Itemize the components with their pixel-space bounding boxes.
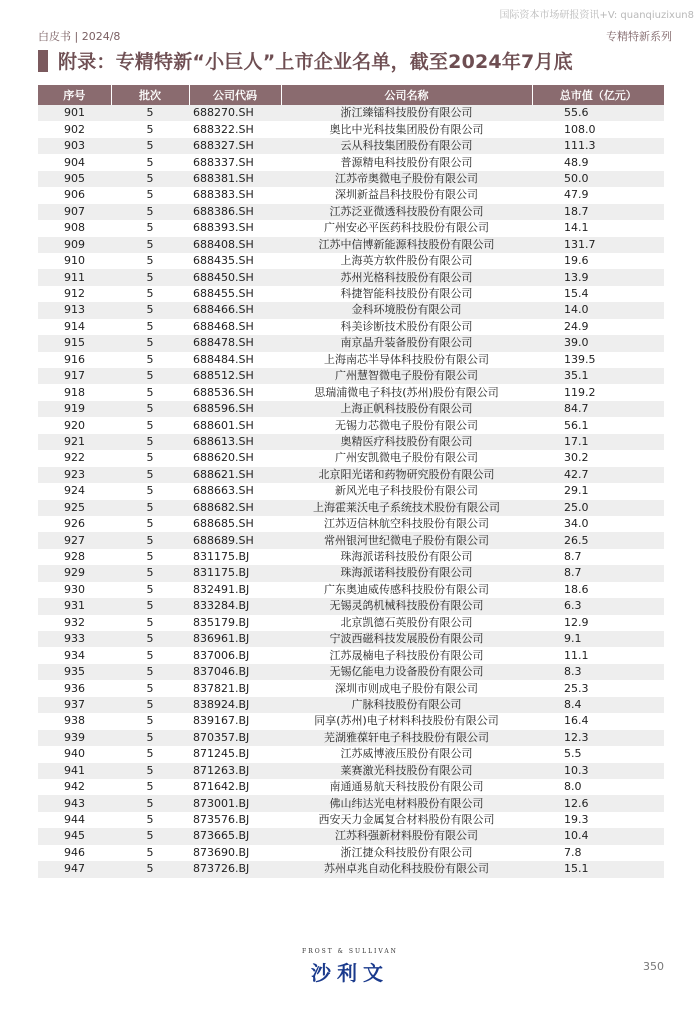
row-company-name: 广州安必平医药科技股份有限公司: [281, 220, 532, 236]
row-market-cap: 7.8: [532, 845, 664, 861]
row-company-name: 江苏威博液压股份有限公司: [281, 746, 532, 762]
row-batch: 5: [111, 434, 189, 450]
table-row: [38, 598, 664, 614]
table-row: [38, 795, 664, 811]
row-index: 918: [38, 384, 111, 400]
table-row: [38, 220, 664, 236]
row-company-name: 云从科技集团股份有限公司: [281, 138, 532, 154]
row-index: 915: [38, 335, 111, 351]
row-market-cap: 8.7: [532, 549, 664, 565]
row-index: 940: [38, 746, 111, 762]
row-batch: 5: [111, 680, 189, 696]
doc-type-date: 白皮书 | 2024/8: [38, 30, 121, 43]
row-batch: 5: [111, 615, 189, 631]
row-batch: 5: [111, 845, 189, 861]
row-index: 910: [38, 253, 111, 269]
row-index: 914: [38, 319, 111, 335]
row-company-code: 688685.SH: [189, 516, 281, 532]
row-company-name: 莱赛激光科技股份有限公司: [281, 763, 532, 779]
table-row: [38, 697, 664, 713]
row-market-cap: 12.9: [532, 615, 664, 631]
row-batch: 5: [111, 532, 189, 548]
row-batch: 5: [111, 237, 189, 253]
row-company-name: 江苏中信博新能源科技股份有限公司: [281, 237, 532, 253]
table-row: [38, 631, 664, 647]
row-company-code: 871263.BJ: [189, 763, 281, 779]
row-company-name: 广东奥迪威传感科技股份有限公司: [281, 582, 532, 598]
row-market-cap: 56.1: [532, 417, 664, 433]
row-company-name: 上海南芯半导体科技股份有限公司: [281, 352, 532, 368]
row-market-cap: 15.1: [532, 861, 664, 877]
row-company-name: 江苏泛亚微透科技股份有限公司: [281, 204, 532, 220]
row-company-name: 南京晶升装备股份有限公司: [281, 335, 532, 351]
table-row: [38, 352, 664, 368]
row-index: 922: [38, 450, 111, 466]
table-row: [38, 467, 664, 483]
row-index: 928: [38, 549, 111, 565]
row-market-cap: 13.9: [532, 269, 664, 285]
row-market-cap: 42.7: [532, 467, 664, 483]
row-market-cap: 8.4: [532, 697, 664, 713]
row-company-code: 688455.SH: [189, 286, 281, 302]
table-row: [38, 713, 664, 729]
table-header-row: [38, 85, 664, 105]
row-company-code: 688450.SH: [189, 269, 281, 285]
row-market-cap: 8.7: [532, 565, 664, 581]
row-index: 923: [38, 467, 111, 483]
table-row: [38, 187, 664, 203]
row-company-code: 688468.SH: [189, 319, 281, 335]
row-batch: 5: [111, 302, 189, 318]
table-row: [38, 483, 664, 499]
table-row: [38, 532, 664, 548]
row-company-name: 无锡灵鸽机械科技股份有限公司: [281, 598, 532, 614]
row-index: 919: [38, 401, 111, 417]
row-market-cap: 50.0: [532, 171, 664, 187]
row-market-cap: 9.1: [532, 631, 664, 647]
row-market-cap: 6.3: [532, 598, 664, 614]
row-company-name: 普源精电科技股份有限公司: [281, 154, 532, 170]
row-index: 917: [38, 368, 111, 384]
row-company-code: 688613.SH: [189, 434, 281, 450]
row-batch: 5: [111, 746, 189, 762]
table-row: [38, 204, 664, 220]
table-row: [38, 253, 664, 269]
row-company-code: 688621.SH: [189, 467, 281, 483]
row-batch: 5: [111, 417, 189, 433]
row-index: 920: [38, 417, 111, 433]
row-index: 907: [38, 204, 111, 220]
row-company-code: 688689.SH: [189, 532, 281, 548]
row-batch: 5: [111, 549, 189, 565]
row-index: 927: [38, 532, 111, 548]
row-market-cap: 108.0: [532, 121, 664, 137]
row-index: 925: [38, 500, 111, 516]
row-company-name: 浙江臻镭科技股份有限公司: [281, 105, 532, 121]
row-index: 936: [38, 680, 111, 696]
row-company-code: 837006.BJ: [189, 647, 281, 663]
series-name: 专精特新系列: [606, 30, 672, 43]
table-row: [38, 138, 664, 154]
row-market-cap: 14.1: [532, 220, 664, 236]
row-batch: 5: [111, 713, 189, 729]
row-company-name: 常州银河世纪微电子股份有限公司: [281, 532, 532, 548]
row-index: 904: [38, 154, 111, 170]
row-index: 939: [38, 730, 111, 746]
row-market-cap: 84.7: [532, 401, 664, 417]
row-market-cap: 15.4: [532, 286, 664, 302]
row-company-code: 688478.SH: [189, 335, 281, 351]
table-row: [38, 680, 664, 696]
row-index: 908: [38, 220, 111, 236]
table-row: [38, 171, 664, 187]
row-index: 903: [38, 138, 111, 154]
row-index: 931: [38, 598, 111, 614]
row-batch: 5: [111, 631, 189, 647]
table-row: [38, 286, 664, 302]
row-market-cap: 10.4: [532, 828, 664, 844]
row-company-name: 上海霍莱沃电子系统技术股份有限公司: [281, 500, 532, 516]
row-market-cap: 14.0: [532, 302, 664, 318]
row-company-code: 870357.BJ: [189, 730, 281, 746]
row-company-name: 宁波西磁科技发展股份有限公司: [281, 631, 532, 647]
table-row: [38, 845, 664, 861]
row-batch: 5: [111, 483, 189, 499]
table-row: [38, 549, 664, 565]
table-row: [38, 647, 664, 663]
row-company-name: 奥比中光科技集团股份有限公司: [281, 121, 532, 137]
table-row: [38, 779, 664, 795]
row-company-code: 688484.SH: [189, 352, 281, 368]
row-market-cap: 131.7: [532, 237, 664, 253]
row-company-name: 北京凯德石英股份有限公司: [281, 615, 532, 631]
row-company-code: 831175.BJ: [189, 565, 281, 581]
row-batch: 5: [111, 352, 189, 368]
table-row: [38, 269, 664, 285]
row-company-name: 苏州卓兆自动化科技股份有限公司: [281, 861, 532, 877]
table-row: [38, 105, 664, 121]
row-index: 905: [38, 171, 111, 187]
row-company-name: 江苏迈信林航空科技股份有限公司: [281, 516, 532, 532]
table-row: [38, 154, 664, 170]
table-row: [38, 335, 664, 351]
row-company-name: 奥精医疗科技股份有限公司: [281, 434, 532, 450]
row-company-name: 南通通易航天科技股份有限公司: [281, 779, 532, 795]
row-batch: 5: [111, 335, 189, 351]
col-header-name: 公司名称: [281, 85, 532, 105]
row-index: 942: [38, 779, 111, 795]
col-header-index: 序号: [38, 85, 111, 105]
row-market-cap: 34.0: [532, 516, 664, 532]
row-company-code: 688596.SH: [189, 401, 281, 417]
row-company-name: 广州安凯微电子股份有限公司: [281, 450, 532, 466]
row-company-name: 新风光电子科技股份有限公司: [281, 483, 532, 499]
row-market-cap: 119.2: [532, 384, 664, 400]
row-company-code: 839167.BJ: [189, 713, 281, 729]
row-company-name: 江苏帝奥微电子股份有限公司: [281, 171, 532, 187]
title-accent-bar: [38, 50, 48, 72]
row-index: 913: [38, 302, 111, 318]
row-market-cap: 17.1: [532, 434, 664, 450]
row-market-cap: 12.6: [532, 795, 664, 811]
row-market-cap: 11.1: [532, 647, 664, 663]
row-company-code: 833284.BJ: [189, 598, 281, 614]
row-index: 906: [38, 187, 111, 203]
row-company-name: 科美诊断技术股份有限公司: [281, 319, 532, 335]
row-batch: 5: [111, 450, 189, 466]
row-company-code: 831175.BJ: [189, 549, 281, 565]
row-batch: 5: [111, 730, 189, 746]
row-batch: 5: [111, 105, 189, 121]
row-index: 909: [38, 237, 111, 253]
row-batch: 5: [111, 697, 189, 713]
row-company-name: 江苏科强新材料股份有限公司: [281, 828, 532, 844]
row-company-name: 深圳新益昌科技股份有限公司: [281, 187, 532, 203]
row-company-name: 珠海派诺科技股份有限公司: [281, 549, 532, 565]
logo-chinese: 沙利文: [311, 961, 389, 985]
row-company-name: 无锡力芯微电子股份有限公司: [281, 417, 532, 433]
row-market-cap: 25.0: [532, 500, 664, 516]
row-company-code: 873001.BJ: [189, 795, 281, 811]
row-batch: 5: [111, 500, 189, 516]
table-row: [38, 812, 664, 828]
row-company-code: 832491.BJ: [189, 582, 281, 598]
table-row: [38, 237, 664, 253]
row-index: 929: [38, 565, 111, 581]
table-row: [38, 500, 664, 516]
row-company-name: 科捷智能科技股份有限公司: [281, 286, 532, 302]
row-batch: 5: [111, 795, 189, 811]
row-index: 938: [38, 713, 111, 729]
table-row: [38, 319, 664, 335]
row-batch: 5: [111, 763, 189, 779]
row-market-cap: 24.9: [532, 319, 664, 335]
row-company-code: 837046.BJ: [189, 664, 281, 680]
row-market-cap: 55.6: [532, 105, 664, 121]
row-market-cap: 139.5: [532, 352, 664, 368]
row-market-cap: 8.3: [532, 664, 664, 680]
row-company-code: 836961.BJ: [189, 631, 281, 647]
row-company-code: 871245.BJ: [189, 746, 281, 762]
row-index: 937: [38, 697, 111, 713]
table-row: [38, 664, 664, 680]
row-batch: 5: [111, 647, 189, 663]
row-company-name: 深圳市则成电子股份有限公司: [281, 680, 532, 696]
company-list-table: [38, 85, 664, 878]
row-company-code: 688536.SH: [189, 384, 281, 400]
row-company-code: 688466.SH: [189, 302, 281, 318]
row-company-code: 837821.BJ: [189, 680, 281, 696]
row-index: 902: [38, 121, 111, 137]
table-row: [38, 861, 664, 877]
row-company-code: 688682.SH: [189, 500, 281, 516]
row-company-code: 873576.BJ: [189, 812, 281, 828]
table-row: [38, 582, 664, 598]
row-company-code: 688327.SH: [189, 138, 281, 154]
table-row: [38, 368, 664, 384]
row-company-name: 广脉科技股份有限公司: [281, 697, 532, 713]
row-batch: 5: [111, 664, 189, 680]
row-market-cap: 30.2: [532, 450, 664, 466]
row-index: 947: [38, 861, 111, 877]
row-batch: 5: [111, 269, 189, 285]
table-row: [38, 615, 664, 631]
row-batch: 5: [111, 187, 189, 203]
row-company-code: 688408.SH: [189, 237, 281, 253]
table-row: [38, 434, 664, 450]
row-index: 924: [38, 483, 111, 499]
row-company-code: 873665.BJ: [189, 828, 281, 844]
table-row: [38, 302, 664, 318]
row-company-name: 上海正帆科技股份有限公司: [281, 401, 532, 417]
row-company-name: 芜湖雅葆轩电子科技股份有限公司: [281, 730, 532, 746]
row-index: 932: [38, 615, 111, 631]
frost-sullivan-logo: [0, 948, 700, 986]
row-batch: 5: [111, 401, 189, 417]
table-row: [38, 417, 664, 433]
row-market-cap: 29.1: [532, 483, 664, 499]
row-company-name: 无锡亿能电力设备股份有限公司: [281, 664, 532, 680]
row-company-name: 思瑞浦微电子科技(苏州)股份有限公司: [281, 384, 532, 400]
row-index: 911: [38, 269, 111, 285]
col-header-market-cap: 总市值（亿元）: [532, 85, 664, 105]
row-company-name: 浙江捷众科技股份有限公司: [281, 845, 532, 861]
table-row: [38, 121, 664, 137]
row-index: 941: [38, 763, 111, 779]
row-market-cap: 39.0: [532, 335, 664, 351]
row-batch: 5: [111, 220, 189, 236]
row-batch: 5: [111, 319, 189, 335]
row-index: 944: [38, 812, 111, 828]
table-row: [38, 565, 664, 581]
row-market-cap: 25.3: [532, 680, 664, 696]
table-row: [38, 450, 664, 466]
row-market-cap: 47.9: [532, 187, 664, 203]
row-company-name: 西安天力金属复合材料股份有限公司: [281, 812, 532, 828]
row-index: 946: [38, 845, 111, 861]
row-company-name: 北京阳光诺和药物研究股份有限公司: [281, 467, 532, 483]
row-company-code: 688322.SH: [189, 121, 281, 137]
row-batch: 5: [111, 779, 189, 795]
row-market-cap: 26.5: [532, 532, 664, 548]
row-batch: 5: [111, 828, 189, 844]
row-company-code: 871642.BJ: [189, 779, 281, 795]
row-index: 934: [38, 647, 111, 663]
row-batch: 5: [111, 368, 189, 384]
row-index: 935: [38, 664, 111, 680]
row-company-name: 上海英方软件股份有限公司: [281, 253, 532, 269]
row-batch: 5: [111, 861, 189, 877]
page-number: 350: [643, 960, 664, 973]
row-index: 916: [38, 352, 111, 368]
row-market-cap: 35.1: [532, 368, 664, 384]
row-company-code: 688383.SH: [189, 187, 281, 203]
row-batch: 5: [111, 204, 189, 220]
row-company-code: 688663.SH: [189, 483, 281, 499]
row-batch: 5: [111, 565, 189, 581]
row-batch: 5: [111, 138, 189, 154]
row-batch: 5: [111, 121, 189, 137]
row-company-code: 838924.BJ: [189, 697, 281, 713]
row-batch: 5: [111, 516, 189, 532]
row-index: 930: [38, 582, 111, 598]
page-title: 附录：专精特新“小巨人”上市企业名单，截至2024年7月底: [58, 51, 573, 73]
row-index: 943: [38, 795, 111, 811]
row-batch: 5: [111, 384, 189, 400]
row-market-cap: 48.9: [532, 154, 664, 170]
row-batch: 5: [111, 812, 189, 828]
table-row: [38, 401, 664, 417]
row-company-code: 688512.SH: [189, 368, 281, 384]
row-index: 912: [38, 286, 111, 302]
row-company-name: 珠海派诺科技股份有限公司: [281, 565, 532, 581]
row-market-cap: 18.7: [532, 204, 664, 220]
row-index: 926: [38, 516, 111, 532]
col-header-code: 公司代码: [189, 85, 281, 105]
row-market-cap: 8.0: [532, 779, 664, 795]
row-market-cap: 19.6: [532, 253, 664, 269]
row-market-cap: 5.5: [532, 746, 664, 762]
row-market-cap: 16.4: [532, 713, 664, 729]
row-batch: 5: [111, 582, 189, 598]
row-batch: 5: [111, 286, 189, 302]
row-company-name: 江苏晟楠电子科技股份有限公司: [281, 647, 532, 663]
row-batch: 5: [111, 154, 189, 170]
row-company-code: 835179.BJ: [189, 615, 281, 631]
row-index: 945: [38, 828, 111, 844]
watermark-text: 国际资本市场研报资讯+V: quanqiuzixun8: [499, 10, 694, 21]
row-company-code: 688270.SH: [189, 105, 281, 121]
row-company-name: 同享(苏州)电子材料科技股份有限公司: [281, 713, 532, 729]
row-company-code: 688620.SH: [189, 450, 281, 466]
row-market-cap: 18.6: [532, 582, 664, 598]
col-header-batch: 批次: [111, 85, 189, 105]
table-row: [38, 828, 664, 844]
row-company-name: 苏州光格科技股份有限公司: [281, 269, 532, 285]
row-company-name: 佛山纬达光电材料股份有限公司: [281, 795, 532, 811]
table-row: [38, 730, 664, 746]
row-index: 933: [38, 631, 111, 647]
row-market-cap: 12.3: [532, 730, 664, 746]
row-market-cap: 10.3: [532, 763, 664, 779]
row-index: 921: [38, 434, 111, 450]
row-market-cap: 19.3: [532, 812, 664, 828]
row-batch: 5: [111, 171, 189, 187]
row-company-code: 688381.SH: [189, 171, 281, 187]
table-row: [38, 516, 664, 532]
logo-english: FROST & SULLIVAN: [302, 948, 398, 955]
row-company-name: 金科环境股份有限公司: [281, 302, 532, 318]
row-company-code: 688601.SH: [189, 417, 281, 433]
row-batch: 5: [111, 467, 189, 483]
row-batch: 5: [111, 253, 189, 269]
row-index: 901: [38, 105, 111, 121]
row-company-code: 688435.SH: [189, 253, 281, 269]
table-row: [38, 384, 664, 400]
row-market-cap: 111.3: [532, 138, 664, 154]
table-row: [38, 746, 664, 762]
row-batch: 5: [111, 598, 189, 614]
row-company-code: 688337.SH: [189, 154, 281, 170]
row-company-code: 873726.BJ: [189, 861, 281, 877]
row-company-code: 688393.SH: [189, 220, 281, 236]
table-row: [38, 763, 664, 779]
row-company-code: 688386.SH: [189, 204, 281, 220]
row-company-code: 873690.BJ: [189, 845, 281, 861]
row-company-name: 广州慧智微电子股份有限公司: [281, 368, 532, 384]
